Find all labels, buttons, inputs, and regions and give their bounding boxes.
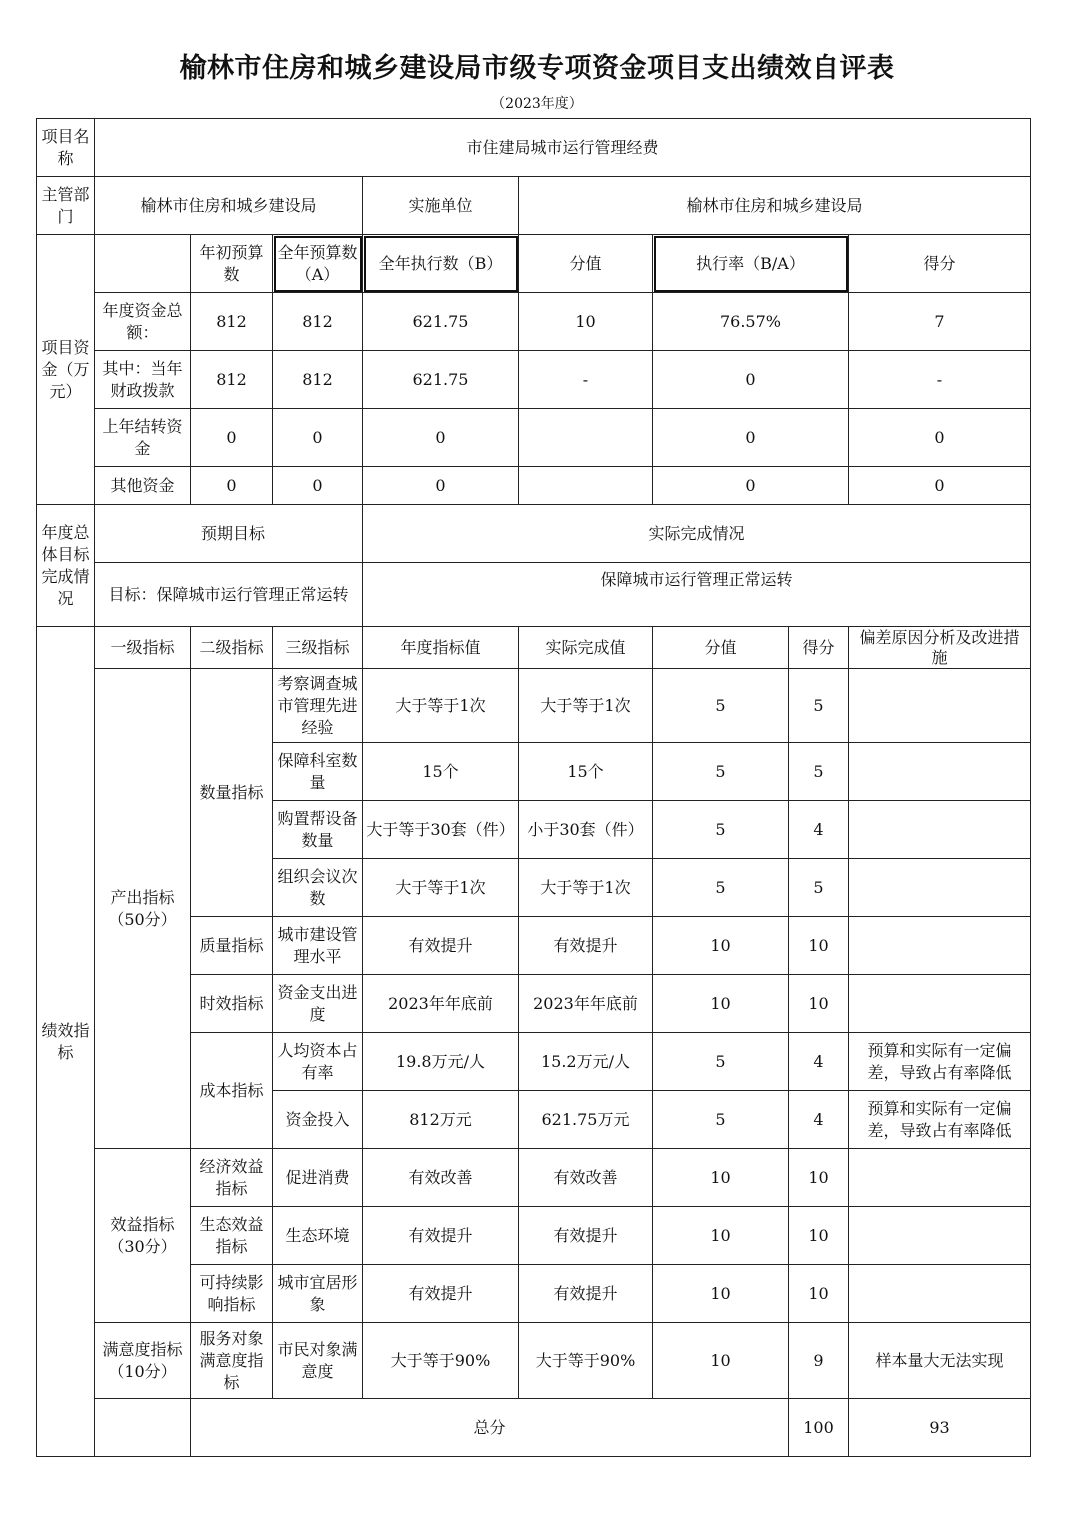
target-cell: 19.8万元/人 — [363, 1033, 519, 1091]
target-cell: 15个 — [363, 743, 519, 801]
level3-cell: 城市建设管理水平 — [273, 917, 363, 975]
level3-cell: 人均资本占有率 — [273, 1033, 363, 1091]
note-cell: 预算和实际有一定偏差，导致占有率降低 — [849, 1033, 1031, 1091]
funds-initial: 0 — [191, 467, 273, 505]
target-cell: 有效提升 — [363, 1265, 519, 1323]
score-cell: 4 — [789, 1033, 849, 1091]
funds-executed: 0 — [363, 467, 519, 505]
target-cell: 812万元 — [363, 1091, 519, 1149]
funds-executed: 0 — [363, 409, 519, 467]
funds-row-label: 其他资金 — [95, 467, 191, 505]
level3-cell: 资金支出进度 — [273, 975, 363, 1033]
level3-cell: 促进消费 — [273, 1149, 363, 1207]
ind-header-score-value: 分值 — [653, 627, 789, 669]
score-value-cell: 5 — [653, 1033, 789, 1091]
note-cell — [849, 743, 1031, 801]
score-cell: 5 — [789, 859, 849, 917]
level1-satisfaction: 满意度指标（10分） — [95, 1323, 191, 1399]
score-value-cell: 10 — [653, 917, 789, 975]
score-cell: 5 — [789, 743, 849, 801]
funds-header-rate: 执行率（B/A） — [653, 235, 849, 293]
goals-actual-header: 实际完成情况 — [363, 505, 1031, 563]
funds-row-label: 年度资金总额： — [95, 293, 191, 351]
score-value-cell: 5 — [653, 859, 789, 917]
funds-score-value — [519, 409, 653, 467]
note-cell — [849, 669, 1031, 743]
actual-cell: 有效提升 — [519, 917, 653, 975]
total-score: 93 — [849, 1399, 1031, 1457]
goals-section-label: 年度总体目标完成情况 — [37, 505, 95, 627]
funds-header-budget: 全年预算数（A） — [273, 235, 363, 293]
level2-sustainable: 可持续影响指标 — [191, 1265, 273, 1323]
level1-output: 产出指标（50分） — [95, 669, 191, 1149]
level3-cell: 保障科室数量 — [273, 743, 363, 801]
level3-cell: 市民对象满意度 — [273, 1323, 363, 1399]
target-cell: 大于等于1次 — [363, 669, 519, 743]
score-value-cell: 5 — [653, 743, 789, 801]
funds-rate: 0 — [653, 467, 849, 505]
actual-cell: 15个 — [519, 743, 653, 801]
funds-header-executed: 全年执行数（B） — [363, 235, 519, 293]
total-score-value: 100 — [789, 1399, 849, 1457]
funds-initial: 0 — [191, 409, 273, 467]
note-cell: 预算和实际有一定偏差，导致占有率降低 — [849, 1091, 1031, 1149]
table-row — [37, 1149, 1031, 1207]
score-cell: 10 — [789, 1207, 849, 1265]
note-cell — [849, 859, 1031, 917]
funds-budget: 0 — [273, 467, 363, 505]
note-cell — [849, 1265, 1031, 1323]
level3-cell: 生态环境 — [273, 1207, 363, 1265]
level2-quality: 质量指标 — [191, 917, 273, 975]
score-value-cell: 5 — [653, 801, 789, 859]
goals-expected-value: 目标：保障城市运行管理正常运转 — [95, 563, 363, 627]
funds-header-score-value: 分值 — [519, 235, 653, 293]
level1-benefit: 效益指标（30分） — [95, 1149, 191, 1323]
target-cell: 有效改善 — [363, 1149, 519, 1207]
level3-cell: 购置帮设备数量 — [273, 801, 363, 859]
actual-cell: 大于等于90% — [519, 1323, 653, 1399]
level2-economic: 经济效益指标 — [191, 1149, 273, 1207]
level3-cell: 资金投入 — [273, 1091, 363, 1149]
actual-cell: 大于等于1次 — [519, 859, 653, 917]
impl-label: 实施单位 — [363, 177, 519, 235]
score-value-cell: 5 — [653, 669, 789, 743]
level3-cell: 城市宜居形象 — [273, 1265, 363, 1323]
dept-label: 主管部门 — [37, 177, 95, 235]
score-value-cell: 5 — [653, 1091, 789, 1149]
note-cell — [849, 1207, 1031, 1265]
target-cell: 有效提升 — [363, 917, 519, 975]
page-subtitle: （2023年度） — [491, 96, 583, 112]
actual-cell: 小于30套（件） — [519, 801, 653, 859]
evaluation-table — [36, 118, 1031, 1457]
impl-value: 榆林市住房和城乡建设局 — [519, 177, 1031, 235]
funds-initial: 812 — [191, 293, 273, 351]
actual-cell: 2023年年底前 — [519, 975, 653, 1033]
total-label: 总分 — [191, 1399, 789, 1457]
funds-rate: 0 — [653, 351, 849, 409]
funds-rate: 76.57% — [653, 293, 849, 351]
funds-score: - — [849, 351, 1031, 409]
funds-budget: 0 — [273, 409, 363, 467]
funds-score-value: - — [519, 351, 653, 409]
ind-header-note: 偏差原因分析及改进措施 — [849, 627, 1031, 669]
target-cell: 大于等于30套（件） — [363, 801, 519, 859]
score-cell: 10 — [789, 1149, 849, 1207]
total-blank — [95, 1399, 191, 1457]
funds-header-score: 得分 — [849, 235, 1031, 293]
level2-ecological: 生态效益指标 — [191, 1207, 273, 1265]
target-cell: 大于等于90% — [363, 1323, 519, 1399]
level2-quantity: 数量指标 — [191, 669, 273, 917]
ind-header-l3: 三级指标 — [273, 627, 363, 669]
score-value-cell: 10 — [653, 1207, 789, 1265]
funds-executed: 621.75 — [363, 351, 519, 409]
ind-header-score: 得分 — [789, 627, 849, 669]
funds-row — [37, 351, 1031, 409]
funds-row — [37, 293, 1031, 351]
funds-executed: 621.75 — [363, 293, 519, 351]
actual-cell: 有效提升 — [519, 1265, 653, 1323]
score-value-cell: 10 — [653, 1323, 789, 1399]
score-value-cell: 10 — [653, 1265, 789, 1323]
ind-header-target: 年度指标值 — [363, 627, 519, 669]
score-cell: 4 — [789, 1091, 849, 1149]
level2-cost: 成本指标 — [191, 1033, 273, 1149]
ind-header-l2: 二级指标 — [191, 627, 273, 669]
page-title: 榆林市住房和城乡建设局市级专项资金项目支出绩效自评表 — [179, 53, 895, 84]
funds-row-label: 上年结转资金 — [95, 409, 191, 467]
funds-row — [37, 467, 1031, 505]
score-cell: 10 — [789, 975, 849, 1033]
actual-cell: 有效改善 — [519, 1149, 653, 1207]
funds-header-initial: 年初预算数 — [191, 235, 273, 293]
note-cell — [849, 917, 1031, 975]
actual-cell: 621.75万元 — [519, 1091, 653, 1149]
target-cell: 2023年年底前 — [363, 975, 519, 1033]
level2-timeliness: 时效指标 — [191, 975, 273, 1033]
level3-cell: 考察调查城市管理先进经验 — [273, 669, 363, 743]
goals-expected-header: 预期目标 — [95, 505, 363, 563]
funds-budget: 812 — [273, 293, 363, 351]
table-row — [37, 669, 1031, 743]
funds-budget: 812 — [273, 351, 363, 409]
funds-header-blank — [95, 235, 191, 293]
score-cell: 9 — [789, 1323, 849, 1399]
score-cell: 10 — [789, 1265, 849, 1323]
note-cell — [849, 1149, 1031, 1207]
target-cell: 有效提升 — [363, 1207, 519, 1265]
table-row — [37, 1323, 1031, 1399]
funds-score: 0 — [849, 467, 1031, 505]
total-row — [37, 1399, 1031, 1457]
project-name-label: 项目名称 — [37, 119, 95, 177]
target-cell: 大于等于1次 — [363, 859, 519, 917]
score-value-cell: 10 — [653, 1149, 789, 1207]
ind-header-l1: 一级指标 — [95, 627, 191, 669]
funds-score: 7 — [849, 293, 1031, 351]
level2-service: 服务对象满意度指标 — [191, 1323, 273, 1399]
project-name-value: 市住建局城市运行管理经费 — [95, 119, 1031, 177]
goals-actual-value: 保障城市运行管理正常运转 — [363, 563, 1031, 627]
note-cell — [849, 801, 1031, 859]
funds-section-label: 项目资金（万元） — [37, 235, 95, 505]
actual-cell: 有效提升 — [519, 1207, 653, 1265]
actual-cell: 大于等于1次 — [519, 669, 653, 743]
funds-row — [37, 409, 1031, 467]
dept-value: 榆林市住房和城乡建设局 — [95, 177, 363, 235]
score-cell: 5 — [789, 669, 849, 743]
note-cell — [849, 975, 1031, 1033]
funds-rate: 0 — [653, 409, 849, 467]
funds-score: 0 — [849, 409, 1031, 467]
funds-row-label: 其中：当年财政拨款 — [95, 351, 191, 409]
score-cell: 4 — [789, 801, 849, 859]
actual-cell: 15.2万元/人 — [519, 1033, 653, 1091]
funds-score-value: 10 — [519, 293, 653, 351]
funds-initial: 812 — [191, 351, 273, 409]
indicators-section-label: 绩效指标 — [37, 627, 95, 1457]
note-cell: 样本量大无法实现 — [849, 1323, 1031, 1399]
score-cell: 10 — [789, 917, 849, 975]
score-value-cell: 10 — [653, 975, 789, 1033]
ind-header-actual: 实际完成值 — [519, 627, 653, 669]
funds-score-value — [519, 467, 653, 505]
level3-cell: 组织会议次数 — [273, 859, 363, 917]
